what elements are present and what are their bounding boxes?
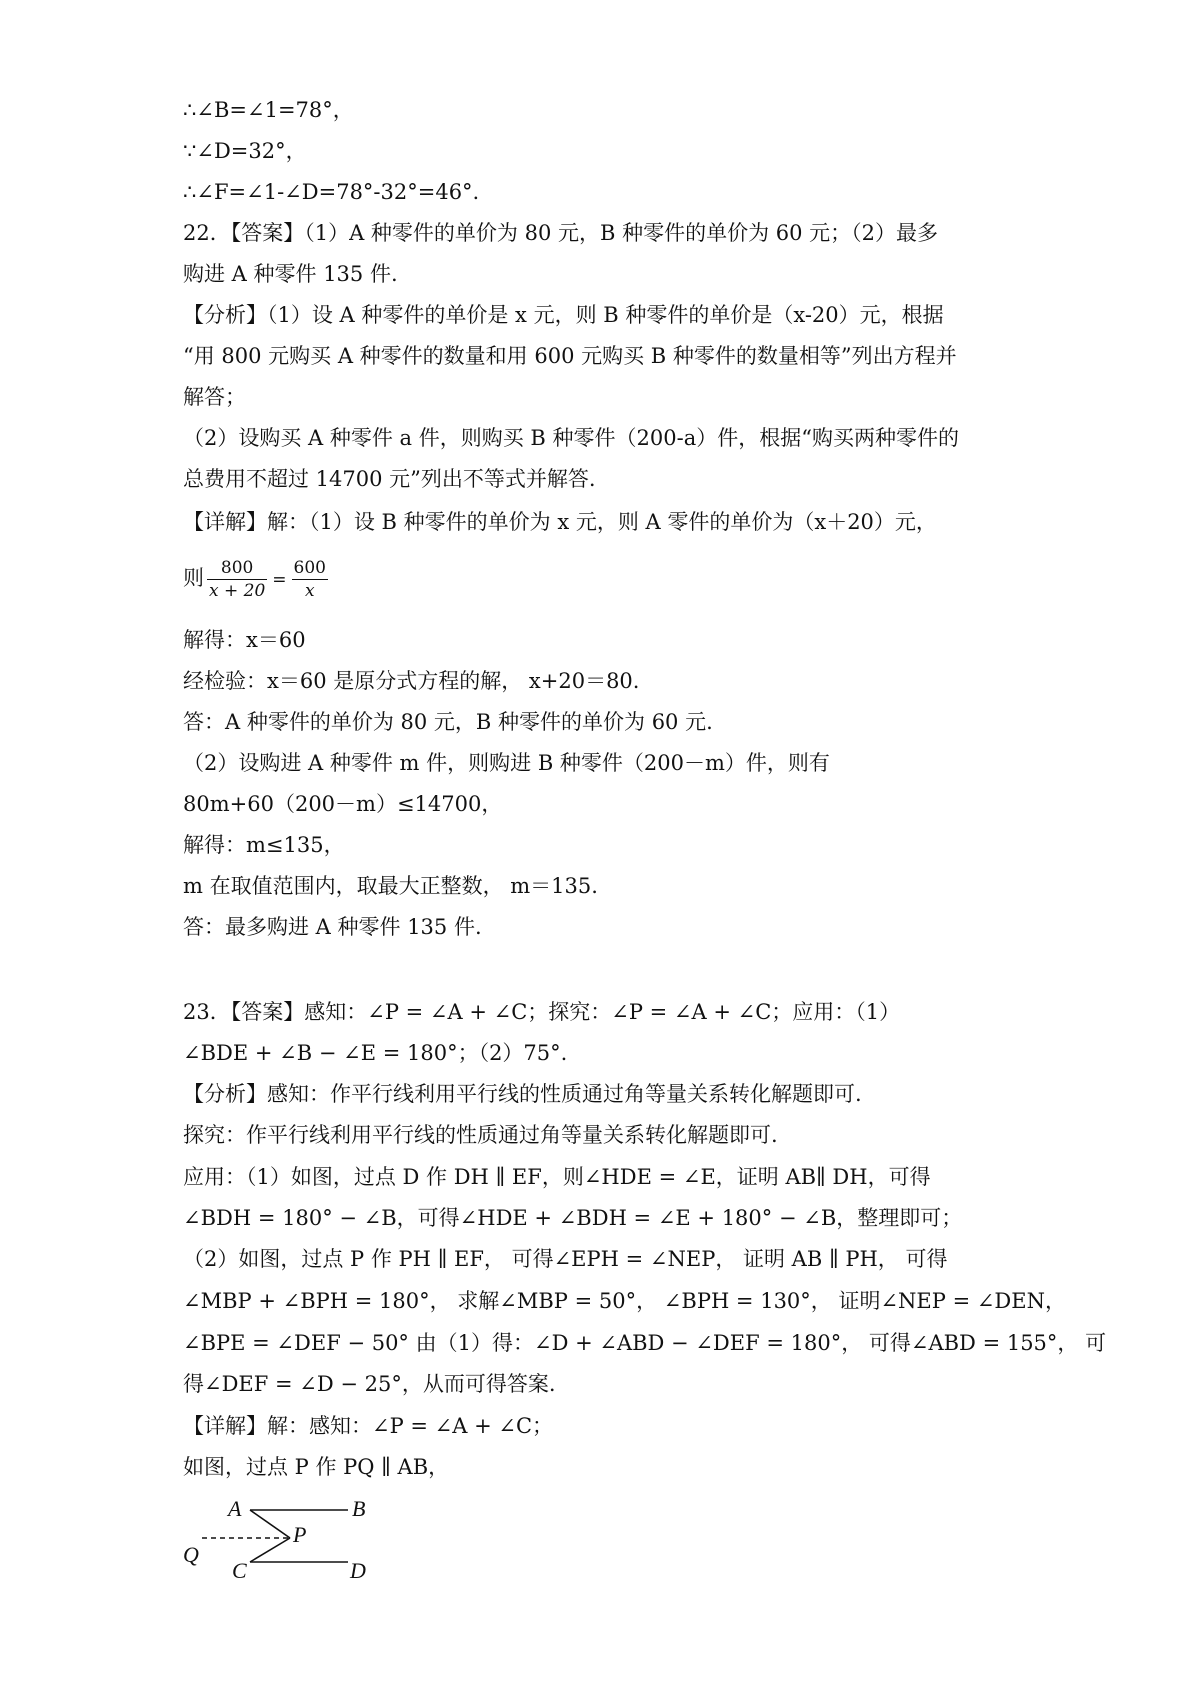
label-d: D [350, 1558, 366, 1583]
text-line: 总费用不超过 14700 元”列出不等式并解答. [183, 467, 596, 491]
label-p: P [293, 1522, 307, 1547]
label-b: B [352, 1496, 366, 1521]
fraction-left-numerator: 800 [207, 557, 267, 580]
text-line: 【分析】（1）设 A 种零件的单价是 x 元，则 B 种零件的单价是（x-20）元，根据 [183, 303, 944, 327]
text-line: ∠BPE = ∠DEF − 50° 由（1）得：∠D + ∠ABD − ∠DEF = 180°， 可得∠ABD = 155°， 可 [183, 1331, 1107, 1355]
fraction-right-denominator: x [304, 581, 315, 601]
text-line: 80m+60（200－m）≤14700， [183, 792, 503, 816]
text-line: 23．【答案】感知：∠P = ∠A + ∠C；探究：∠P = ∠A + ∠C；应用：（1） [183, 1000, 901, 1024]
text-line: （2）设购进 A 种零件 m 件，则购进 B 种零件（200－m）件，则有 [183, 751, 830, 775]
fraction-left [207, 557, 267, 602]
fraction-right [292, 557, 328, 602]
text-line: 购进 A 种零件 135 件. [183, 262, 398, 286]
label-q: Q [183, 1542, 199, 1567]
equals-sign: = [272, 569, 287, 590]
text-line: （2）如图，过点 P 作 PH ∥ EF， 可得∠EPH = ∠NEP， 证明 AB ∥ PH， 可得 [183, 1247, 948, 1271]
equation-prefix: 则 [183, 566, 204, 590]
text-line: 得∠DEF = ∠D − 25°，从而可得答案. [183, 1372, 556, 1396]
line-pc [250, 1538, 290, 1562]
text-line: 解得：x＝60 [183, 628, 306, 652]
text-line: ∠BDE + ∠B − ∠E = 180°；（2）75°. [183, 1041, 568, 1065]
text-line: 探究：作平行线利用平行线的性质通过角等量关系转化解题即可. [183, 1123, 778, 1147]
text-line: ∴∠F=∠1-∠D=78°-32°=46°. [183, 180, 480, 204]
text-line: 22．【答案】（1）A 种零件的单价为 80 元，B 种零件的单价为 60 元；（2）最多 [183, 221, 939, 245]
text-line: 【详解】解：（1）设 B 种零件的单价为 x 元，则 A 零件的单价为（x＋20）元， [183, 510, 937, 534]
text-line: ∴∠B=∠1=78°， [183, 98, 354, 122]
text-line: m 在取值范围内，取最大正整数， m＝135. [183, 874, 598, 898]
text-line: 应用：（1）如图，过点 D 作 DH ∥ EF，则∠HDE = ∠E，证明 AB∥ DH，可得 [183, 1165, 931, 1189]
text-line: ∠MBP + ∠BPH = 180°， 求解∠MBP = 50°， ∠BPH = 130°， 证明∠NEP = ∠DEN， [183, 1289, 1066, 1313]
fraction-right-numerator: 600 [293, 558, 326, 578]
text-line: （2）设购买 A 种零件 a 件，则购买 B 种零件（200-a）件，根据“购买两种零件的 [183, 426, 959, 450]
label-c: C [232, 1558, 247, 1583]
text-line: 经检验：x＝60 是原分式方程的解， x+20＝80. [183, 669, 640, 693]
geometry-figure [180, 1490, 410, 1590]
text-line: 【详解】解：感知：∠P = ∠A + ∠C； [183, 1414, 554, 1438]
text-line: 如图，过点 P 作 PQ ∥ AB， [183, 1455, 450, 1479]
text-line: 解答； [183, 385, 246, 409]
text-line: “用 800 元购买 A 种零件的数量和用 600 元购买 B 种零件的数量相等”列出方程并 [183, 344, 957, 368]
fraction-equation [183, 553, 1050, 605]
text-line: ∵∠D=32°， [183, 139, 307, 163]
line-ap [250, 1510, 290, 1538]
text-line: 【分析】感知：作平行线利用平行线的性质通过角等量关系转化解题即可. [183, 1082, 862, 1106]
text-line: 解得：m≤135， [183, 833, 345, 857]
text-line: 答：最多购进 A 种零件 135 件. [183, 915, 482, 939]
text-line: ∠BDH = 180° − ∠B，可得∠HDE + ∠BDH = ∠E + 180° − ∠B，整理即可； [183, 1206, 963, 1230]
fraction-left-denominator: x + 20 [209, 581, 266, 601]
label-a: A [228, 1496, 242, 1521]
text-line: 答：A 种零件的单价为 80 元，B 种零件的单价为 60 元. [183, 710, 713, 734]
